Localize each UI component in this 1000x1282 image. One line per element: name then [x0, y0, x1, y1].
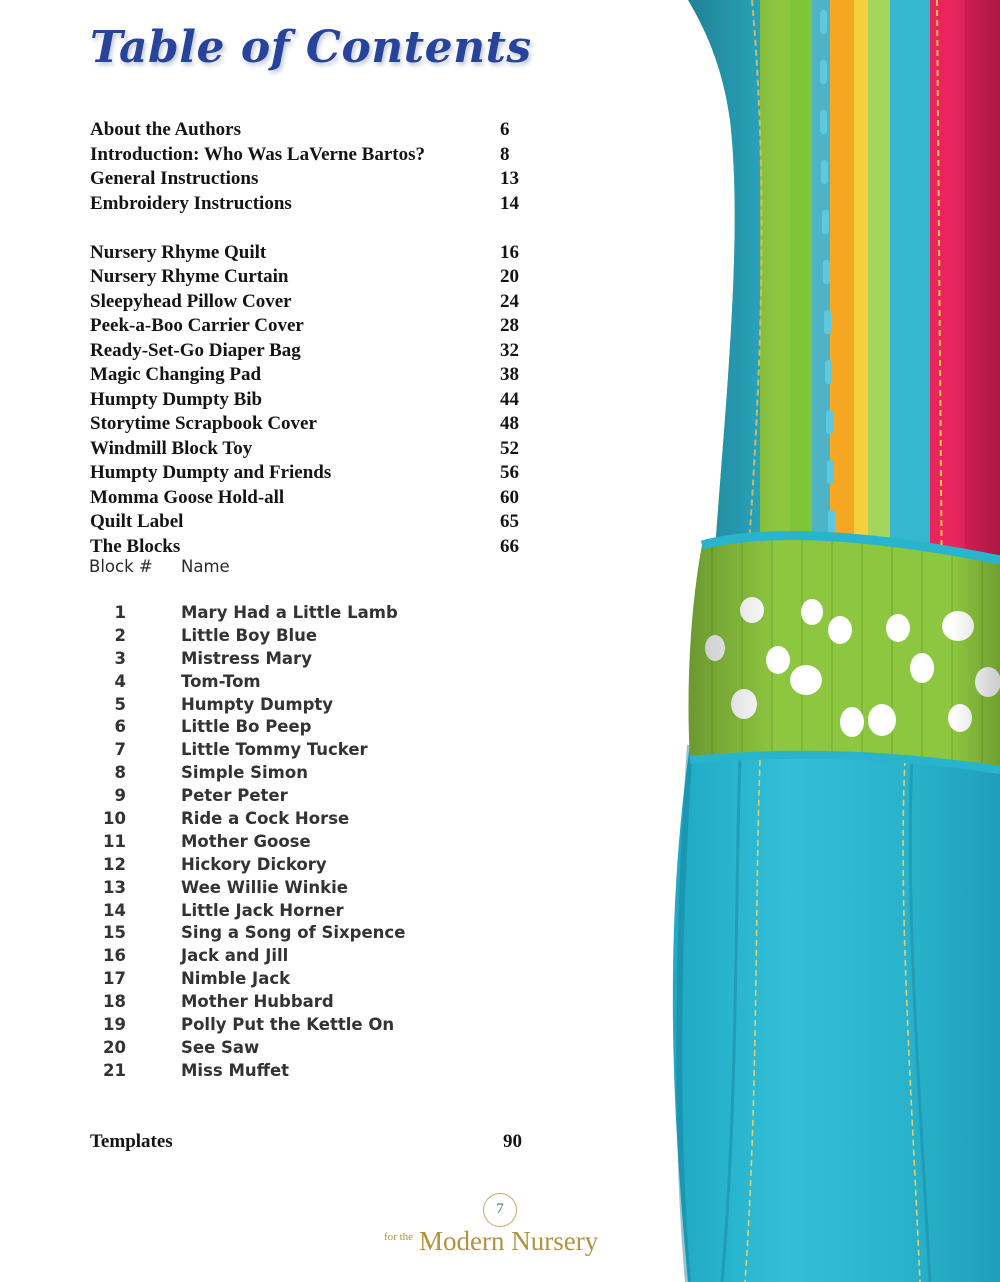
block-number: 11	[103, 831, 126, 851]
block-row[interactable]	[89, 968, 449, 991]
toc-entry-page: 65	[500, 511, 519, 532]
block-name: Mistress Mary	[181, 648, 312, 668]
toc-entry-label: Nursery Rhyme Quilt	[90, 241, 267, 263]
block-row[interactable]	[89, 877, 449, 900]
footer-brand-prefix: for the	[384, 1231, 414, 1243]
block-name: Miss Muffet	[181, 1060, 290, 1080]
toc-entry-label: Templates	[90, 1131, 173, 1152]
toc-entry-label: Nursery Rhyme Curtain	[90, 266, 289, 287]
block-row[interactable]	[89, 625, 449, 648]
toc-spacer	[90, 216, 530, 241]
toc-entry-embroidery-instructions[interactable]	[90, 192, 530, 217]
toc-entry-label: Humpty Dumpty Bib	[90, 388, 263, 410]
block-row[interactable]	[89, 694, 449, 717]
block-row[interactable]	[89, 739, 449, 762]
block-row[interactable]	[89, 922, 449, 945]
block-number: 9	[114, 786, 126, 806]
toc-entry-label: Introduction: Who Was LaVerne Bartos?	[90, 143, 426, 165]
block-name: Little Boy Blue	[181, 625, 318, 645]
book-footer-brand	[384, 1226, 598, 1257]
block-name: See Saw	[181, 1037, 260, 1057]
block-row[interactable]	[89, 671, 449, 694]
block-row[interactable]	[89, 945, 449, 968]
toc-entry-project[interactable]	[90, 412, 530, 437]
block-row[interactable]	[89, 854, 449, 877]
toc-entry-label: Ready-Set-Go Diaper Bag	[90, 339, 301, 361]
block-row[interactable]	[89, 900, 449, 923]
block-name: Little Tommy Tucker	[181, 740, 368, 760]
block-number: 6	[114, 717, 126, 737]
block-row[interactable]	[89, 602, 449, 625]
block-name: Wee Willie Winkie	[181, 877, 348, 897]
toc-entry-label: Momma Goose Hold-all	[90, 486, 285, 508]
toc-entry-page: 66	[500, 535, 519, 557]
toc-entry-label: About the Authors	[90, 119, 241, 140]
toc-entry-label: The Blocks	[90, 535, 181, 557]
block-row[interactable]	[89, 991, 449, 1014]
blocks-table	[89, 602, 449, 1083]
block-number: 14	[103, 900, 126, 920]
block-number: 20	[103, 1037, 126, 1057]
block-number: 4	[114, 671, 126, 691]
toc-entry-page: 32	[500, 339, 519, 361]
block-name: Sing a Song of Sixpence	[181, 923, 406, 943]
block-number: 15	[103, 923, 126, 943]
block-number: 16	[103, 946, 126, 966]
block-number: 17	[103, 969, 126, 989]
block-row[interactable]	[89, 1060, 449, 1083]
page-title: Table of Contents	[90, 22, 532, 73]
toc-entry-project[interactable]	[90, 510, 530, 535]
toc-entry-page: 44	[500, 388, 519, 410]
block-number: 8	[114, 763, 126, 783]
toc-entry-project[interactable]	[90, 461, 530, 486]
block-number: 3	[114, 648, 126, 668]
block-row[interactable]	[89, 808, 449, 831]
page-number-badge: 7	[483, 1193, 517, 1227]
blocks-header-number: Block #	[89, 557, 153, 576]
toc-entry-page: 16	[500, 241, 519, 263]
toc-entry-label: General Instructions	[90, 168, 259, 189]
block-row[interactable]	[89, 648, 449, 671]
toc-entry-project[interactable]	[90, 388, 530, 413]
blocks-header-name: Name	[181, 557, 230, 576]
block-row[interactable]	[89, 716, 449, 739]
toc-entry-project[interactable]	[90, 486, 530, 511]
toc-entry-page: 20	[500, 266, 519, 287]
block-row[interactable]	[89, 762, 449, 785]
block-row[interactable]	[89, 1037, 449, 1060]
toc-entry-project[interactable]	[90, 363, 530, 388]
block-number: 2	[114, 625, 126, 645]
block-number: 12	[103, 854, 126, 874]
block-number: 10	[103, 809, 126, 829]
block-number: 21	[103, 1060, 126, 1080]
toc-entry-page: 52	[500, 437, 519, 459]
block-name: Jack and Jill	[181, 946, 289, 966]
toc-list	[90, 118, 530, 559]
block-name: Little Bo Peep	[181, 717, 312, 737]
block-name: Peter Peter	[181, 786, 288, 806]
toc-entry-page: 60	[500, 486, 519, 508]
block-name: Hickory Dickory	[181, 854, 327, 874]
toc-entry-page: 13	[500, 168, 519, 189]
toc-entry-page: 24	[500, 290, 519, 312]
block-number: 7	[114, 740, 126, 760]
block-number: 18	[103, 992, 126, 1012]
toc-entry-general-instructions[interactable]	[90, 167, 530, 192]
block-name: Nimble Jack	[181, 969, 291, 989]
toc-entry-page: 14	[500, 192, 519, 214]
toc-entry-label: Humpty Dumpty and Friends	[90, 462, 332, 483]
toc-entry-project[interactable]	[90, 339, 530, 364]
toc-entry-page: 56	[500, 462, 519, 483]
block-row[interactable]	[89, 1014, 449, 1037]
toc-entry-page: 6	[500, 119, 510, 140]
toc-entry-label: Sleepyhead Pillow Cover	[90, 290, 292, 312]
toc-entry-label: Peek-a-Boo Carrier Cover	[90, 315, 304, 336]
block-number: 1	[114, 603, 126, 622]
block-number: 13	[103, 877, 126, 897]
toc-entry-project[interactable]	[90, 290, 530, 315]
toc-entry-introduction[interactable]	[90, 143, 530, 168]
toc-entry-project[interactable]	[90, 314, 530, 339]
footer-brand-name: Modern Nursery	[419, 1226, 599, 1256]
block-name: Mary Had a Little Lamb	[181, 603, 398, 622]
block-name: Humpty Dumpty	[181, 694, 334, 714]
toc-entry-page: 38	[500, 364, 519, 385]
toc-entry-about-authors[interactable]	[90, 118, 530, 143]
toc-entry-page: 90	[503, 1131, 522, 1152]
block-name: Mother Hubbard	[181, 992, 334, 1012]
block-name: Little Jack Horner	[181, 900, 344, 920]
block-row[interactable]	[89, 785, 449, 808]
toc-entry-label: Windmill Block Toy	[90, 437, 253, 459]
toc-entry-templates[interactable]	[90, 1130, 530, 1154]
toc-entry-label: Embroidery Instructions	[90, 192, 292, 214]
block-number: 5	[114, 694, 126, 714]
block-name: Ride a Cock Horse	[181, 809, 350, 829]
block-name: Polly Put the Kettle On	[181, 1015, 395, 1035]
toc-entry-page: 28	[500, 315, 519, 336]
toc-entry-page: 8	[500, 143, 510, 165]
block-name: Simple Simon	[181, 763, 308, 783]
toc-entry-page: 48	[500, 413, 519, 434]
toc-entry-label: Magic Changing Pad	[90, 364, 262, 385]
block-row[interactable]	[89, 831, 449, 854]
toc-entry-project[interactable]	[90, 241, 530, 266]
toc-entry-project[interactable]	[90, 265, 530, 290]
block-name: Mother Goose	[181, 831, 311, 851]
block-number: 19	[103, 1015, 126, 1035]
toc-entry-label: Storytime Scrapbook Cover	[90, 413, 317, 434]
block-name: Tom-Tom	[181, 671, 261, 691]
toc-entry-project[interactable]	[90, 437, 530, 462]
blocks-table-header	[89, 556, 389, 578]
toc-entry-label: Quilt Label	[90, 511, 184, 532]
